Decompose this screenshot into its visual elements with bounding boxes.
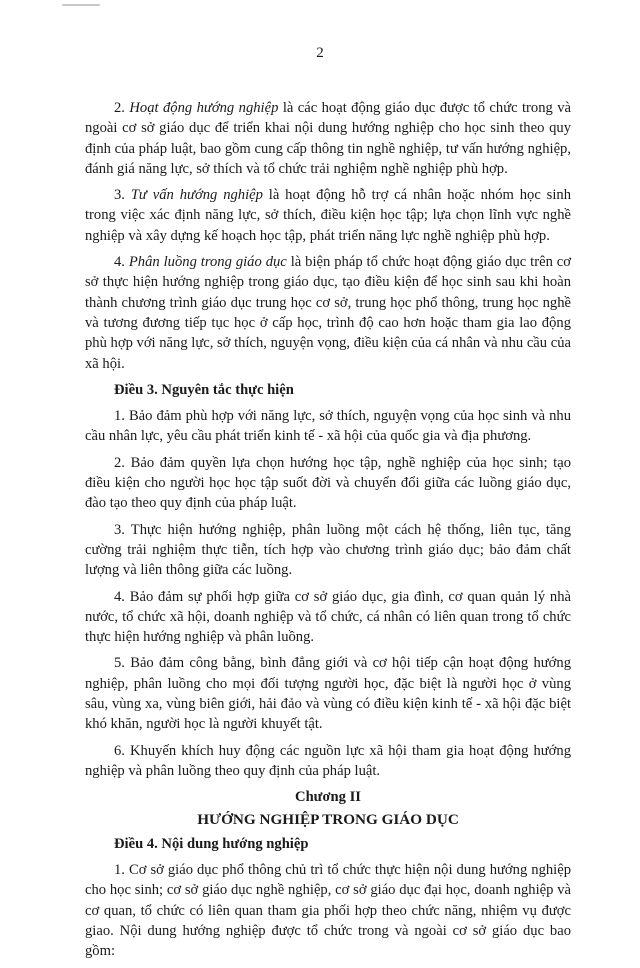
paragraph [85,98,571,179]
scan-mark [62,4,100,6]
paragraph [85,653,571,734]
paragraph [85,520,571,581]
paragraph-text: 2. [114,100,130,116]
paragraph [85,406,571,447]
paragraph-text: 6. Khuyến khích huy động các nguồn lực xã hội tham gia hoạt động hướng nghiệp và phân luồng theo quy định của pháp luật. [85,742,571,779]
paragraph-text: 4. Bảo đảm sự phối hợp giữa cơ sở giáo dục, gia đình, cơ quan quản lý nhà nước, tổ chức xã hội, doanh nghiệp và tổ chức, cá nhân có liên quan trong tổ chức thực hiện hướng nghiệp và phân luồng. [85,588,571,646]
paragraph-text: là các hoạt động giáo dục được tổ chức trong và ngoài cơ sở giáo dục để triển khai nội dung hướng nghiệp cho học sinh theo quy định của pháp luật, bao gồm cung cấp thông tin nghề nghiệp, tư vấn hướng nghiệp, đánh giá năng lực, sở thích và tổ chức trải nghiệm nghề nghiệp phù hợp. [85,100,572,177]
paragraph [85,587,571,648]
paragraph [85,860,571,961]
article-heading: Điều 4. Nội dung hướng nghiệp [114,835,309,852]
defined-term: Phân luồng trong giáo dục [128,254,287,271]
paragraph [85,453,571,514]
defined-term: Tư vấn hướng nghiệp [130,187,263,204]
paragraph-text: 3. [114,187,131,204]
paragraph [85,252,571,374]
chapter-label: Chương II [295,789,361,806]
paragraph-text: 5. Bảo đảm công bằng, bình đẳng giới và cơ hội tiếp cận hoạt động hướng nghiệp, phân luồng cho mọi đối tượng người học, đặc biệt là người học ở vùng sâu, vùng xa, vùng biên giới, hải đảo và vùng có điều kiện kinh tế - xã hội đặc biệt khó khăn, người học là người khuyết tật. [85,655,571,733]
paragraph-text: là hoạt động hỗ trợ cá nhân hoặc nhóm học sinh trong việc xác định năng lực, sở thích, điều kiện học tập; lựa chọn lĩnh vực nghề nghiệp và xây dựng kế hoạch học tập, phát triển năng lực nghề nghiệp phù hợp. [85,187,572,244]
paragraph-text: 1. Bảo đảm phù hợp với năng lực, sở thích, nguyện vọng của học sinh và nhu cầu nhân lực, yêu cầu phát triển kinh tế - xã hội của quốc gia và địa phương. [85,408,571,445]
paragraph-text: 1. Cơ sở giáo dục phổ thông chủ trì tổ chức thực hiện nội dung hướng nghiệp cho học sinh; cơ sở giáo dục nghề nghiệp, cơ sở giáo dục đại học, doanh nghiệp và cơ quan, tổ chức có liên quan tham gia phối hợp theo chức năng, nhiệm vụ được giao. Nội dung hướng nghiệp được tổ chức trong và ngoài cơ sở giáo dục bao gồm: [85,862,571,960]
paragraph-text: 4. [114,254,129,271]
paragraph-text: là biện pháp tổ chức hoạt động giáo dục trên cơ sở thực hiện hướng nghiệp trong giáo dục, tạo điều kiện để học sinh sau khi hoàn thành chương trình giáo dục trung học cơ sở, trung học phổ thông, trung học nghề và tương đương tiếp tục học ở cấp học, trình độ cao hơn hoặc tham gia lao động phù hợp với năng lực, sở thích, nguyện vọng, điều kiện của cá nhân và nhu cầu của xã hội. [85,254,571,372]
paragraph-text: 3. Thực hiện hướng nghiệp, phân luồng một cách hệ thống, liên tục, tăng cường trải nghiệm thực tiễn, tích hợp vào chương trình giáo dục; bảo đảm chất lượng và liên thông giữa các luồng. [85,521,571,579]
document-body [85,98,571,968]
chapter-title: HƯỚNG NGHIỆP TRONG GIÁO DỤC [197,810,459,828]
paragraph [85,185,571,246]
paragraph-text: 2. Bảo đảm quyền lựa chọn hướng học tập, nghề nghiệp của học sinh; tạo điều kiện cho người học học tập suốt đời và chuyển đổi giữa các luồng giáo dục, đào tạo theo quy định của pháp luật. [85,454,571,512]
defined-term: Hoạt động hướng nghiệp [129,100,279,116]
paragraph [85,741,571,782]
article-heading: Điều 3. Nguyên tắc thực hiện [114,381,294,398]
page-number: 2 [316,45,324,61]
